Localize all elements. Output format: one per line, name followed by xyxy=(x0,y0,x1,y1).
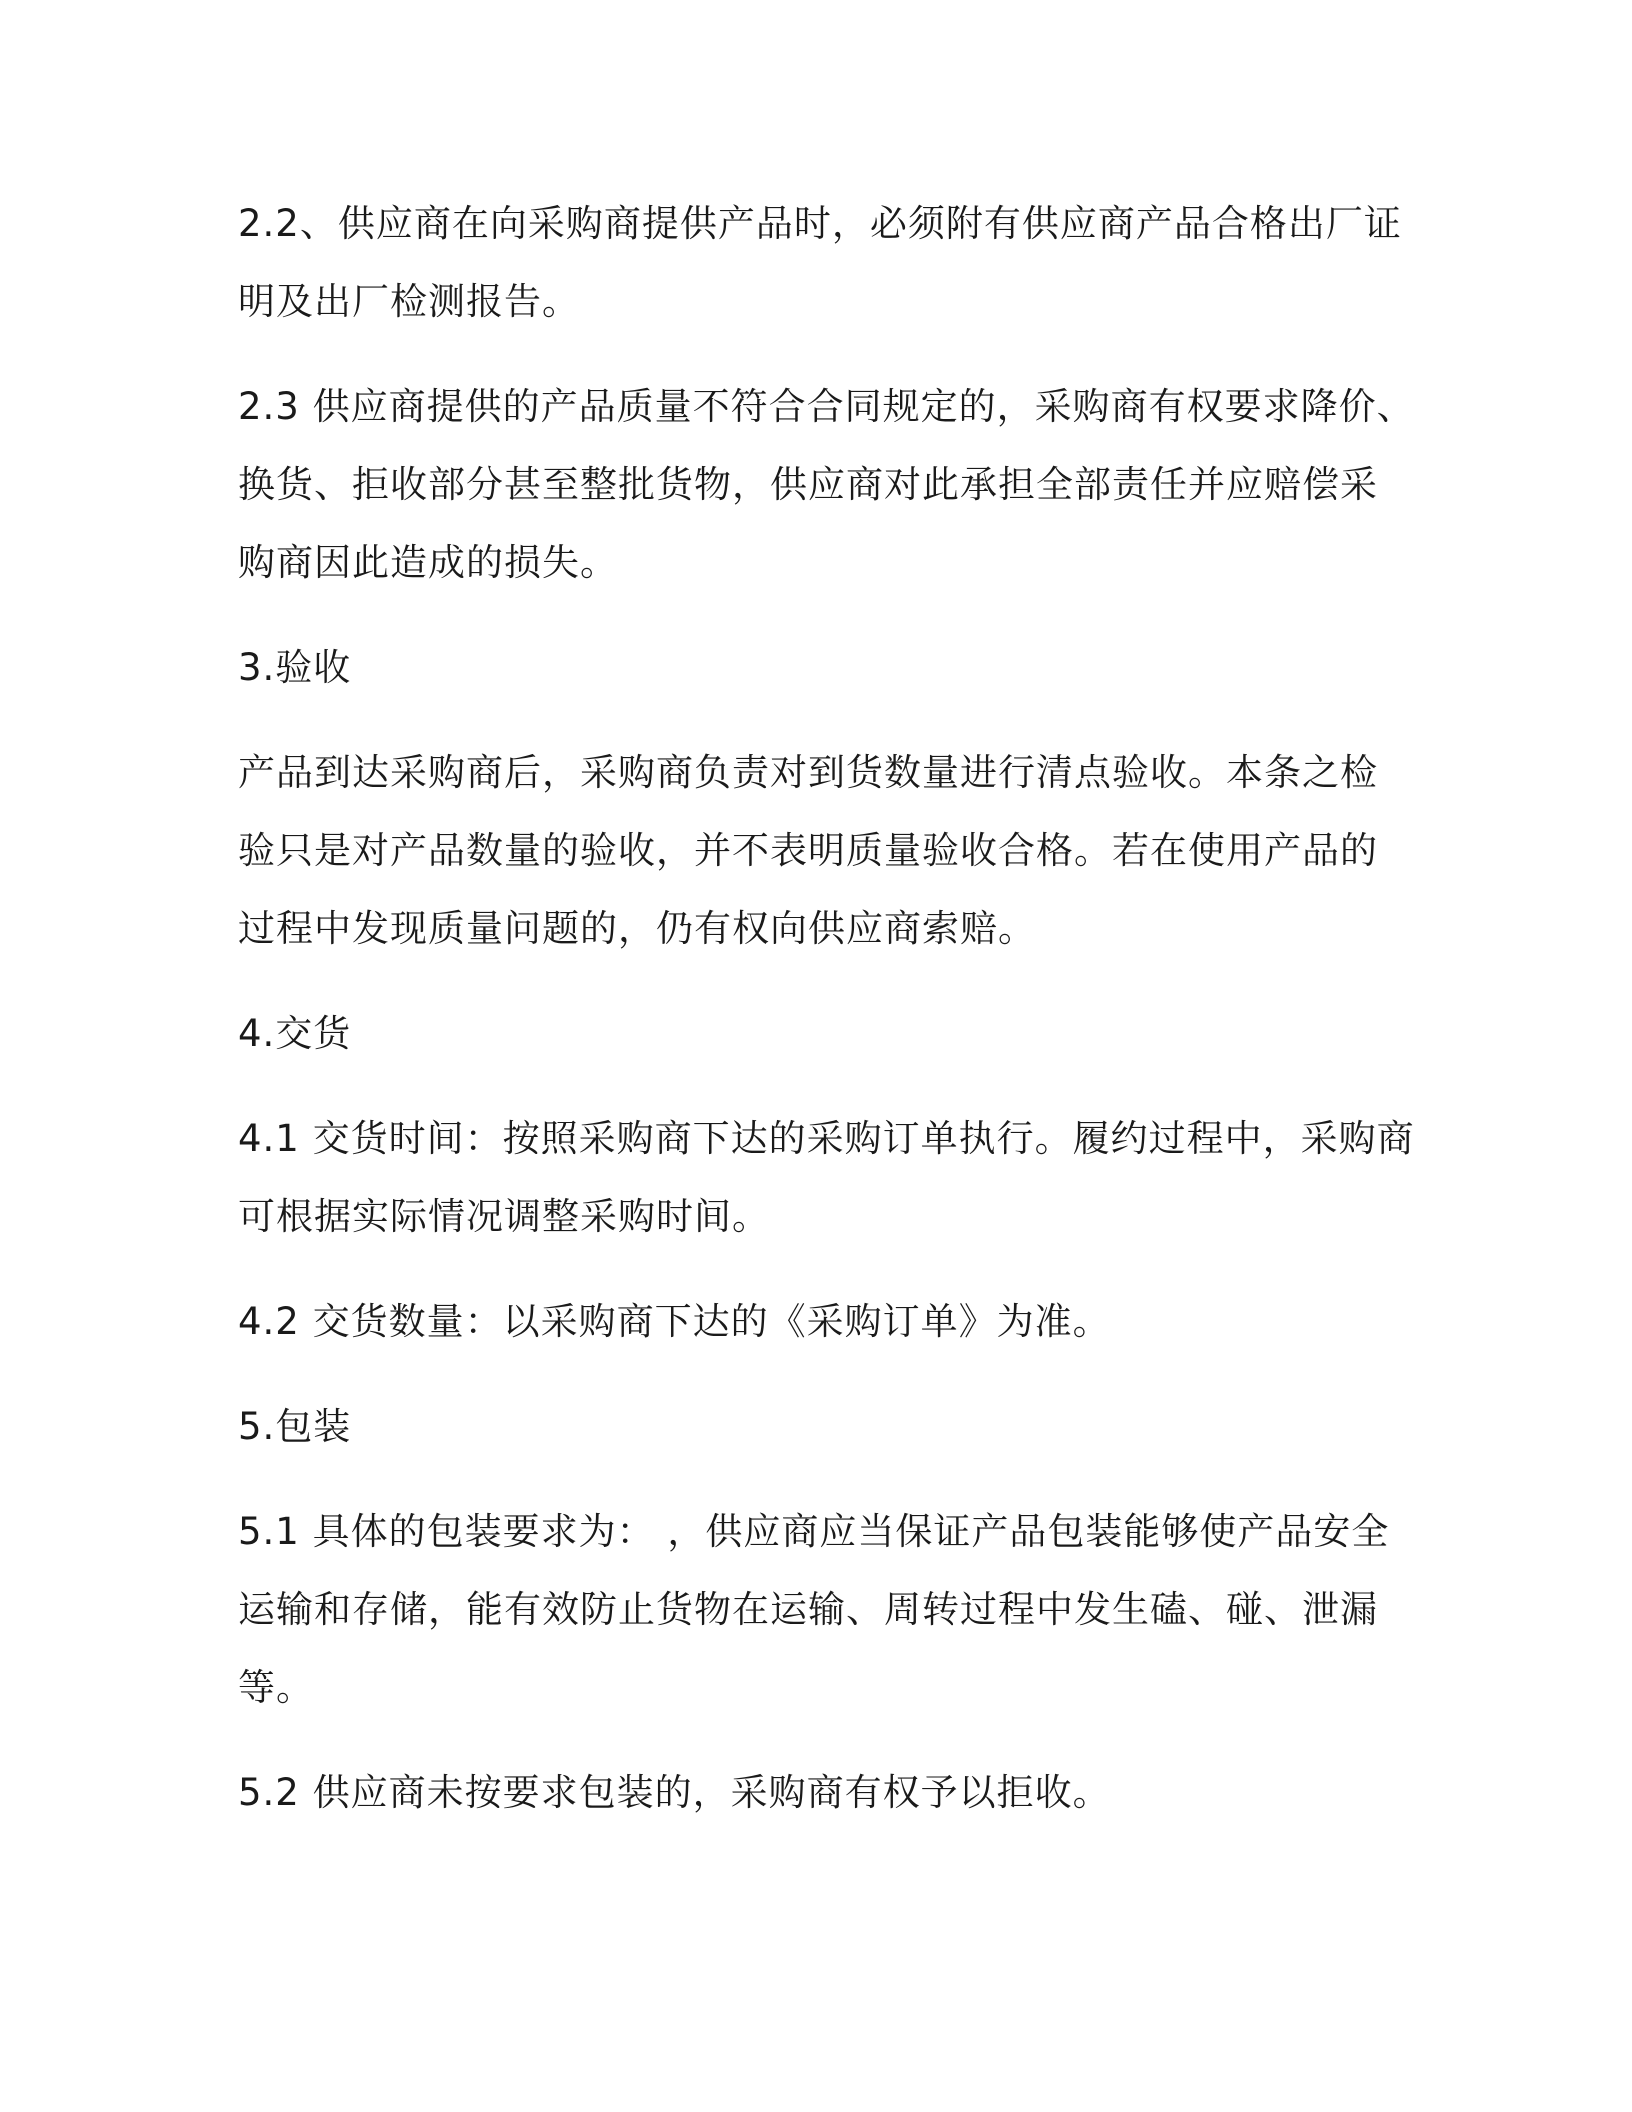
section-3-heading xyxy=(238,629,1388,707)
section-4-heading-text: 4.交货 xyxy=(238,1012,352,1055)
clause-5-1-line-1: 5.1 具体的包装要求为： ，供应商应当保证产品包装能够使产品安全 xyxy=(238,1510,1390,1553)
section-5-heading xyxy=(238,1388,1388,1466)
document-body xyxy=(238,185,1415,1859)
section-3-line-3: 过程中发现质量问题的，仍有权向供应商索赔。 xyxy=(238,907,1036,950)
clause-4-1-line-1: 4.1 交货时间：按照采购商下达的采购订单执行。履约过程中，采购商 xyxy=(238,1117,1415,1160)
clause-5-2 xyxy=(238,1754,1388,1832)
clause-2-2 xyxy=(238,185,1402,341)
clause-2-3-line-2: 换货、拒收部分甚至整批货物，供应商对此承担全部责任并应赔偿采 xyxy=(238,463,1378,506)
clause-5-1-line-2: 运输和存储，能有效防止货物在运输、周转过程中发生磕、碰、泄漏 xyxy=(238,1588,1378,1631)
section-3-body xyxy=(238,734,1388,968)
clause-5-1 xyxy=(238,1493,1388,1727)
clause-5-1-line-3: 等。 xyxy=(238,1666,314,1709)
section-3-line-1: 产品到达采购商后，采购商负责对到货数量进行清点验收。本条之检 xyxy=(238,751,1378,794)
section-4-heading xyxy=(238,995,1388,1073)
clause-4-2-line-1: 4.2 交货数量：以采购商下达的《采购订单》为准。 xyxy=(238,1300,1111,1343)
clause-2-2-line-2: 明及出厂检测报告。 xyxy=(238,280,580,323)
section-5-heading-text: 5.包装 xyxy=(238,1405,352,1448)
section-3-heading-text: 3.验收 xyxy=(238,646,352,689)
clause-4-2 xyxy=(238,1283,1388,1361)
clause-4-1 xyxy=(238,1100,1415,1256)
clause-2-3-line-1: 2.3 供应商提供的产品质量不符合合同规定的，采购商有权要求降价、 xyxy=(238,385,1415,428)
section-3-line-2: 验只是对产品数量的验收，并不表明质量验收合格。若在使用产品的 xyxy=(238,829,1378,872)
clause-2-3 xyxy=(238,368,1415,602)
clause-2-3-line-3: 购商因此造成的损失。 xyxy=(238,541,618,584)
clause-2-2-line-1: 2.2、供应商在向采购商提供产品时，必须附有供应商产品合格出厂证 xyxy=(238,202,1402,245)
clause-4-1-line-2: 可根据实际情况调整采购时间。 xyxy=(238,1195,770,1238)
clause-5-2-line-1: 5.2 供应商未按要求包装的，采购商有权予以拒收。 xyxy=(238,1771,1111,1814)
